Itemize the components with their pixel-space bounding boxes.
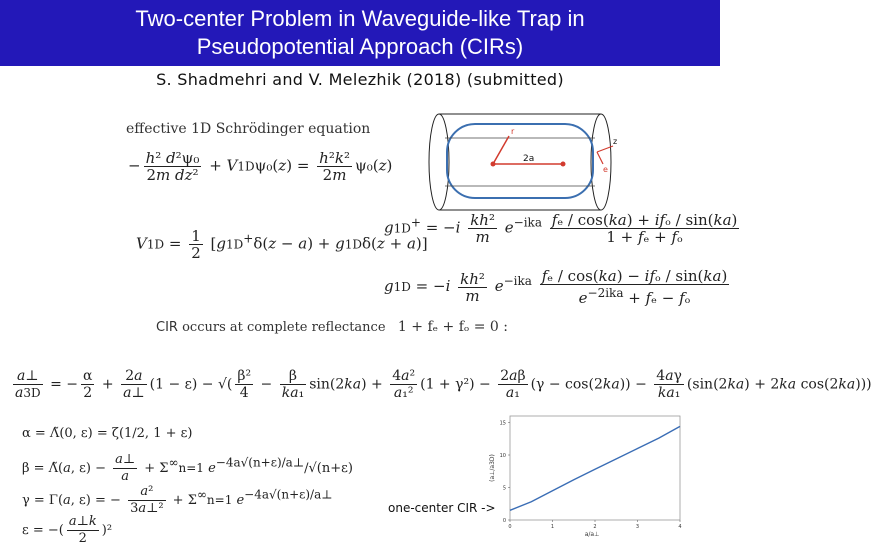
radius-line (493, 136, 509, 164)
slide-title-line-1: Two-center Problem in Waveguide-like Trap in (135, 6, 585, 31)
slide-title-line-2: Pseudopotential Approach (CIRs) (196, 34, 524, 59)
x-tick-label-3: 3 (635, 524, 640, 530)
y-tick-label-1: 5 (502, 485, 506, 492)
cir-text: occurs at complete reflectance (182, 320, 386, 335)
gamma-definition: γ = Γ(a, ε) = − $\frac{\text{a²}}{\text{3a⊥²}}$ + Σ∞n=1 $e^{-4a√(n+\varepsilon)/a\perp}$ (22, 484, 333, 516)
cir-condition: 1 + fₑ + fₒ = 0 : (397, 319, 508, 335)
waveguide-diagram (425, 112, 625, 212)
schrodinger-equation: − $\frac{\text{h² d²ψ₀}}{\text{2m dz²}}$ + V1Dψ₀(z) = $\frac{\text{h²k²}}{2m}$ ψ₀(z) (128, 149, 393, 184)
trap-contour (447, 124, 593, 198)
g-plus-equation: g1D+ = −i $\frac{\text{kh²}}{m}$ $e^{-ika}$ $\frac{\text{fₑ / cos(ka) + ifₒ / sin(ka)}}{\text{1 + fₑ + fₒ}}$ (384, 211, 738, 246)
y-tick-label-0: 0 (502, 518, 506, 524)
plot-frame (510, 416, 680, 520)
tube-left-end (429, 114, 449, 210)
alpha-definition: α = Λ̃(0, ε) = ζ(1/2, 1 + ε) (22, 426, 193, 441)
schrodinger-heading: effective 1D Schrödinger equation (126, 121, 371, 137)
cir-prefix: CIR (156, 320, 178, 335)
authors-line: S. Shadmehri and V. Melezhik (2018) (submitted) (156, 70, 564, 89)
pseudopotential-equation: V1D = $\frac{1}{2}$ [g1D+δ(z − a) + g1Dδ(z + a)] (136, 227, 428, 262)
label-e: e (603, 165, 608, 174)
g-minus-equation: g1D = −i $\frac{\text{kh²}}{m}$ $e^{-ika}$ $\frac{\text{fₑ / cos(ka) − ifₒ / sin(ka)}}{e^{-2ika} + f_e - f_o}$ (384, 267, 728, 307)
epsilon-definition: ε = −( $\frac{a\perp k}{2}$ )² (22, 514, 113, 546)
plot-xlabel: a/a⊥ (584, 531, 600, 538)
cir-long-equation: $\frac{a\perp}{a3D}$ = − $\frac{\alpha}{2}$ + $\frac{2a}{a\perp}$ (1 − ε) − √( $\frac{\text{β²}}{4}$ − $\frac{\beta}{\text{ka₁}}$ sin(2ka) + $\frac{\text{4a²}}{\text{a₁²}}$ (1 + γ²) − $\frac{2a\beta}{\text{a₁}}$ (γ − cos(2ka)) − $\frac{4a\gamma}{\text{ka₁}}$ (sin(2ka) + 2ka cos(2ka))) (15, 368, 872, 401)
x-tick-label-4: 4 (678, 524, 682, 530)
label-2a: 2a (523, 154, 535, 164)
center-right (561, 162, 566, 167)
cir-condition-note (156, 319, 508, 335)
y-tick-label-3: 15 (499, 420, 506, 427)
beta-definition: β = Λ̃(a, ε) − $\frac{a\perp}{a}$ + Σ∞n=1 $e^{-4a√(n+\varepsilon)/a\perp}/√(n+\varepsilon)$ (22, 452, 353, 484)
x-tick-label-2: 2 (593, 524, 597, 530)
one-center-label: one-center CIR -> (388, 501, 496, 515)
y-tick-label-2: 10 (499, 453, 506, 459)
label-z: z (613, 137, 618, 146)
e-axis-arrow (597, 152, 603, 164)
x-tick-label-0: 0 (508, 524, 512, 530)
x-tick-label-1: 1 (550, 524, 555, 530)
plot-ylabel: (a⊥/a3D) (489, 454, 496, 482)
slide-title-bar (0, 0, 720, 66)
cir-plot (488, 412, 688, 540)
center-left (491, 162, 496, 167)
label-r: r (511, 127, 515, 136)
